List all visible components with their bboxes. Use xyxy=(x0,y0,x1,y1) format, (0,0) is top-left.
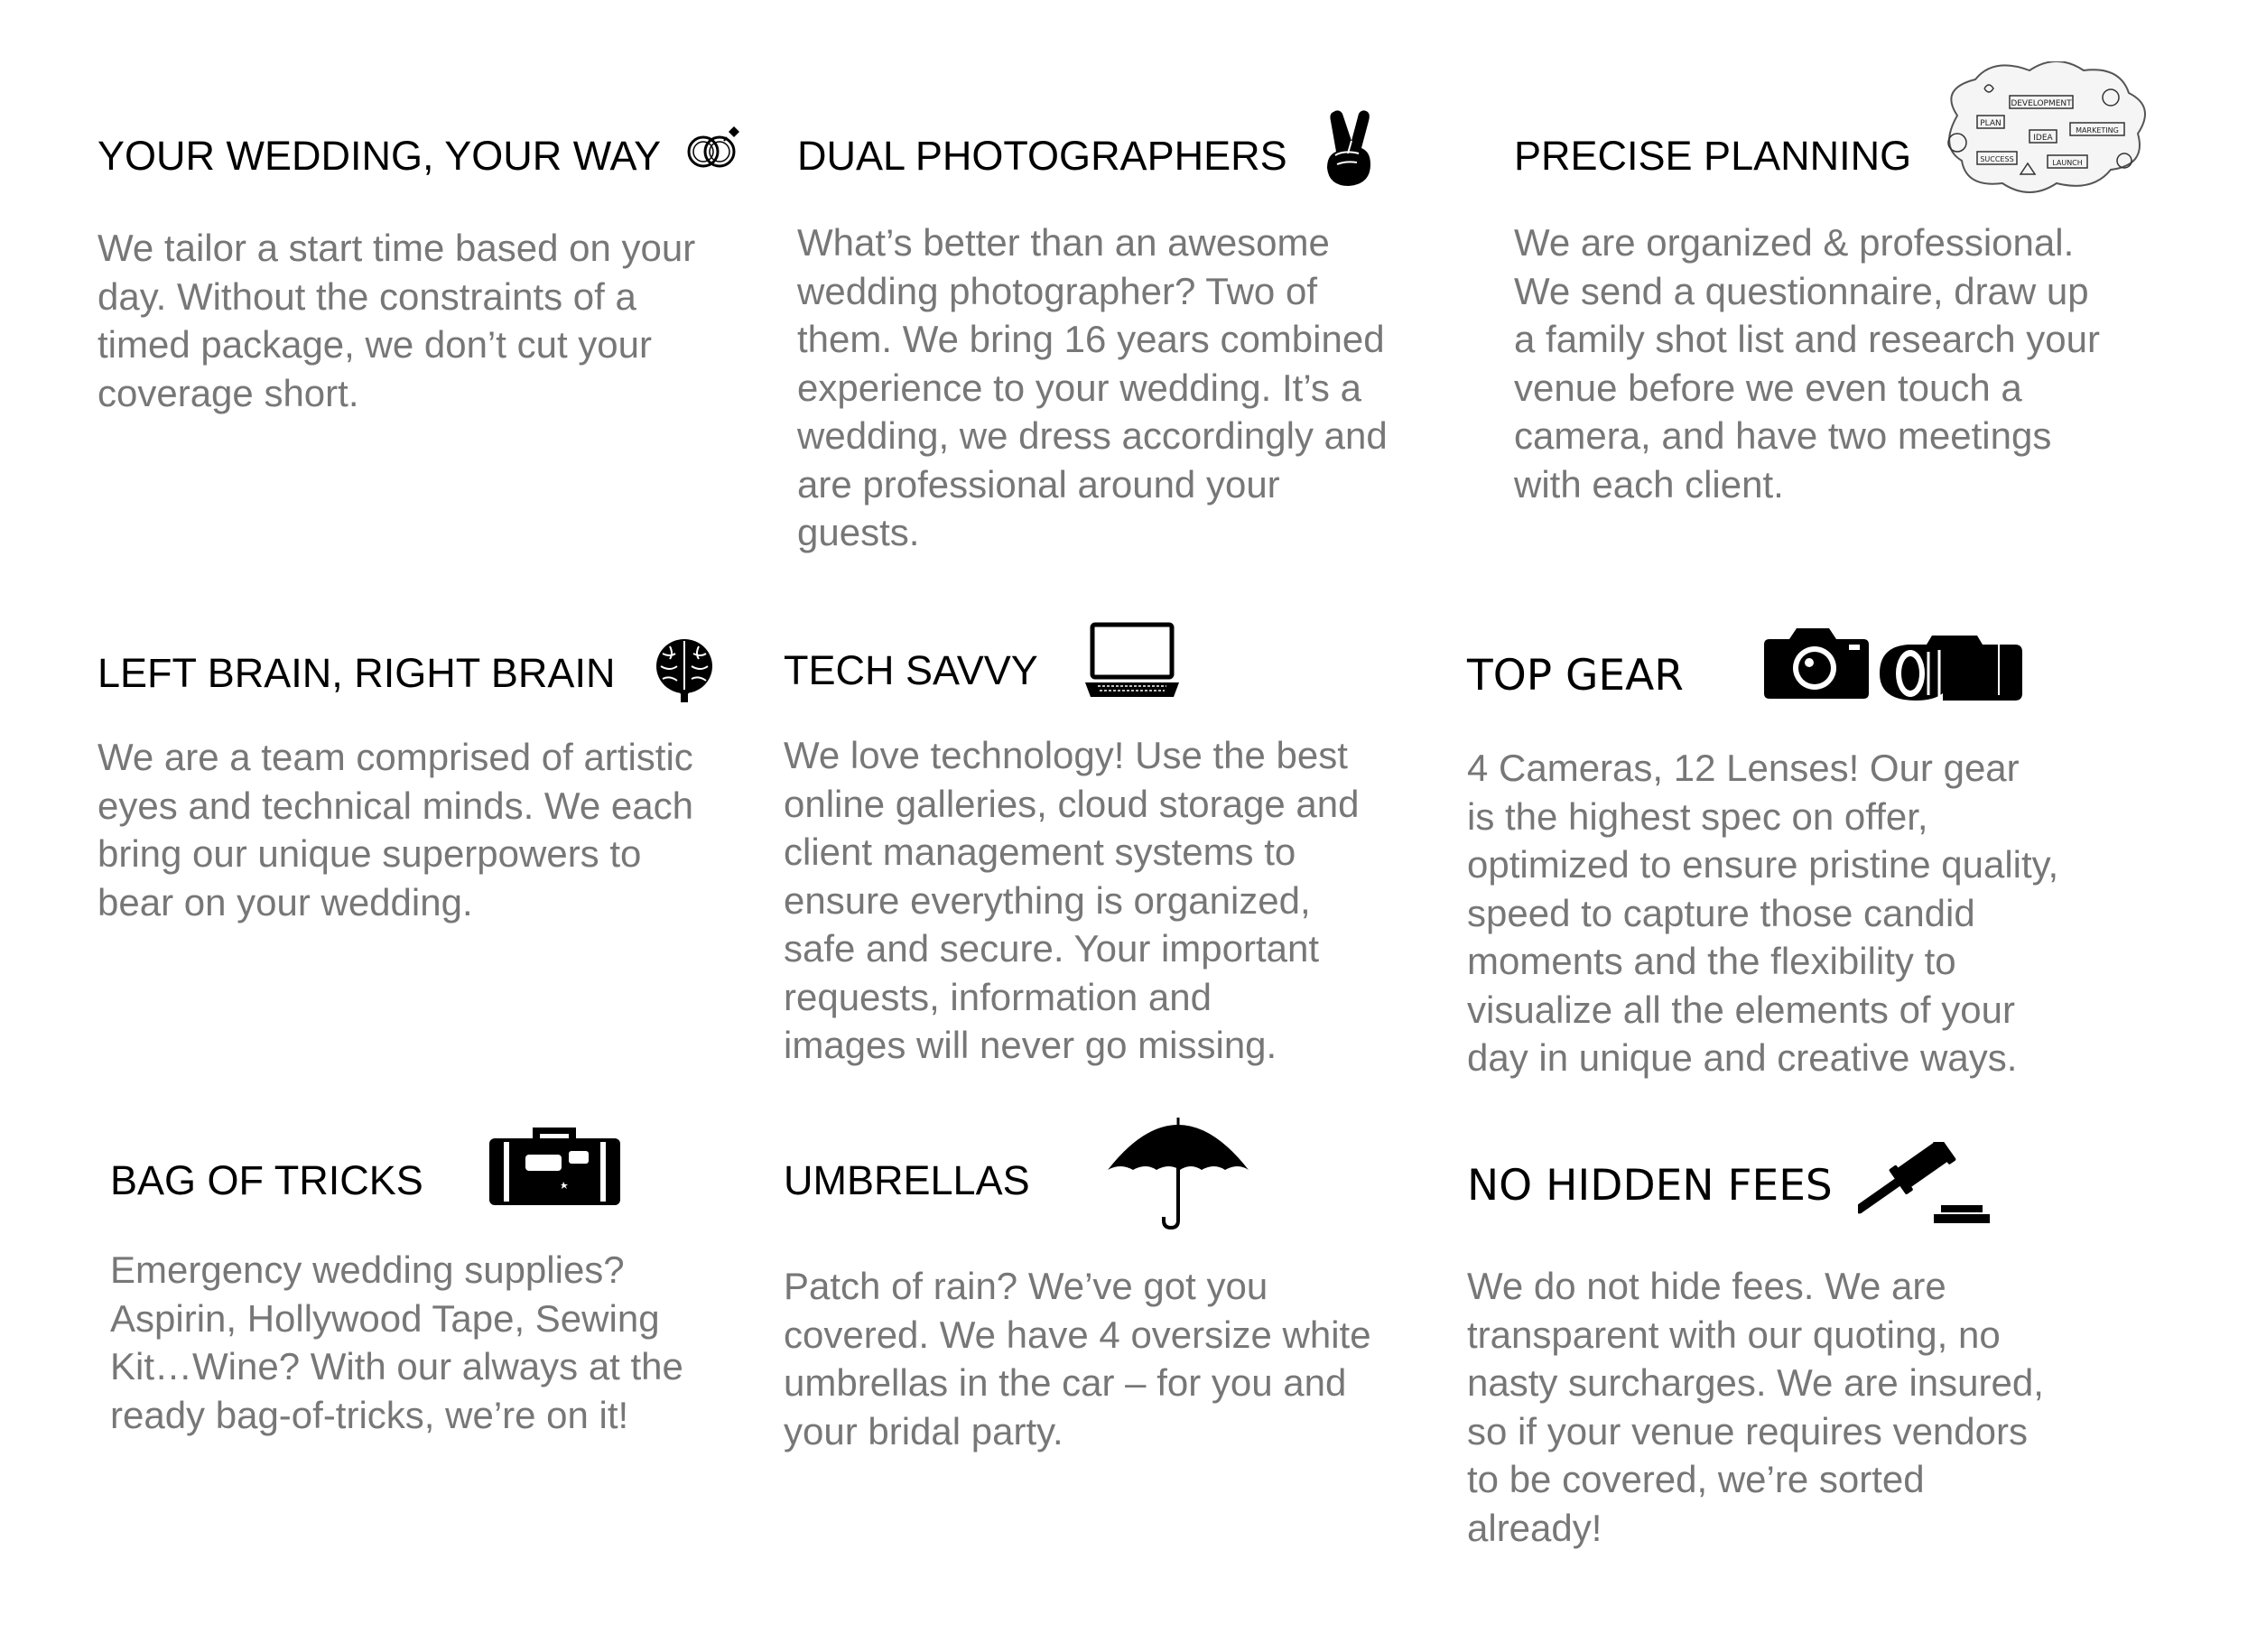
feature-body: 4 Cameras, 12 Lenses! Our gear is the highest spec on offer, optimized to ensure pristine quality, speed to capture those candid moments and the flexibility to visualize all the elements of your day in unique and creative ways. xyxy=(1467,747,2059,1079)
feature-body: We tailor a start time based on your day. Without the constraints of a timed package, we don’t cut your coverage short. xyxy=(98,227,696,414)
feature-body: We are a team comprised of artistic eyes and technical minds. We each bring our unique superpowers to bear on your wedding. xyxy=(98,736,693,923)
cameras-icon xyxy=(1759,617,2057,703)
doodle-word: PLAN xyxy=(1980,119,2002,128)
gavel-icon xyxy=(1858,1142,1993,1225)
feature-body: What’s better than an awesome wedding photographer? Two of them. We bring 16 years combined experience to your wedding. It’s a wedding, we dress accordingly and are professional around your guests. xyxy=(797,221,1388,553)
feature-title: LEFT BRAIN, RIGHT BRAIN xyxy=(98,650,616,696)
brain-icon xyxy=(654,636,715,704)
feature-title: TOP GEAR xyxy=(1467,651,1684,701)
planning-doodle-icon xyxy=(1930,61,2151,197)
doodle-word: LAUNCH xyxy=(2052,159,2083,167)
feature-title: PRECISE PLANNING xyxy=(1514,133,1912,179)
feature-body: Patch of rain? We’ve got you covered. We have 4 oversize white umbrellas in the car – for you and your bridal party. xyxy=(784,1265,1371,1452)
feature-title: TECH SAVVY xyxy=(784,647,1038,693)
laptop-icon xyxy=(1083,621,1181,702)
feature-body: Emergency wedding supplies? Aspirin, Hollywood Tape, Sewing Kit…Wine? With our always at the ready bag-of-tricks, we’re on it! xyxy=(110,1248,683,1436)
doodle-word: SUCCESS xyxy=(1980,155,2014,163)
feature-body: We do not hide fees. We are transparent with our quoting, no nasty surcharges. We are insured, so if your venue requires vendors to be covered, we’re sorted already! xyxy=(1467,1265,2044,1549)
suitcase-icon xyxy=(486,1124,624,1207)
doodle-word: MARKETING xyxy=(2076,126,2119,135)
doodle-word: IDEA xyxy=(2033,134,2053,143)
feature-body: We love technology! Use the best online galleries, cloud storage and client management systems to ensure everything is organized, safe and secure. Your important requests, information and images will never go missing. xyxy=(784,734,1360,1066)
feature-title: NO HIDDEN FEES xyxy=(1467,1161,1833,1211)
feature-body: We are organized & professional. We send a questionnaire, draw up a family shot list and research your venue before we even touch a camera, and have two meetings with each client. xyxy=(1514,221,2100,506)
feature-title: UMBRELLAS xyxy=(784,1157,1030,1203)
wedding-rings-icon xyxy=(682,119,745,173)
feature-title: BAG OF TRICKS xyxy=(110,1157,423,1203)
umbrella-icon xyxy=(1106,1114,1250,1231)
peace-hand-icon xyxy=(1321,108,1379,188)
doodle-word: DEVELOPMENT xyxy=(2011,99,2072,108)
feature-title: DUAL PHOTOGRAPHERS xyxy=(797,133,1287,179)
feature-title: YOUR WEDDING, YOUR WAY xyxy=(98,133,662,179)
